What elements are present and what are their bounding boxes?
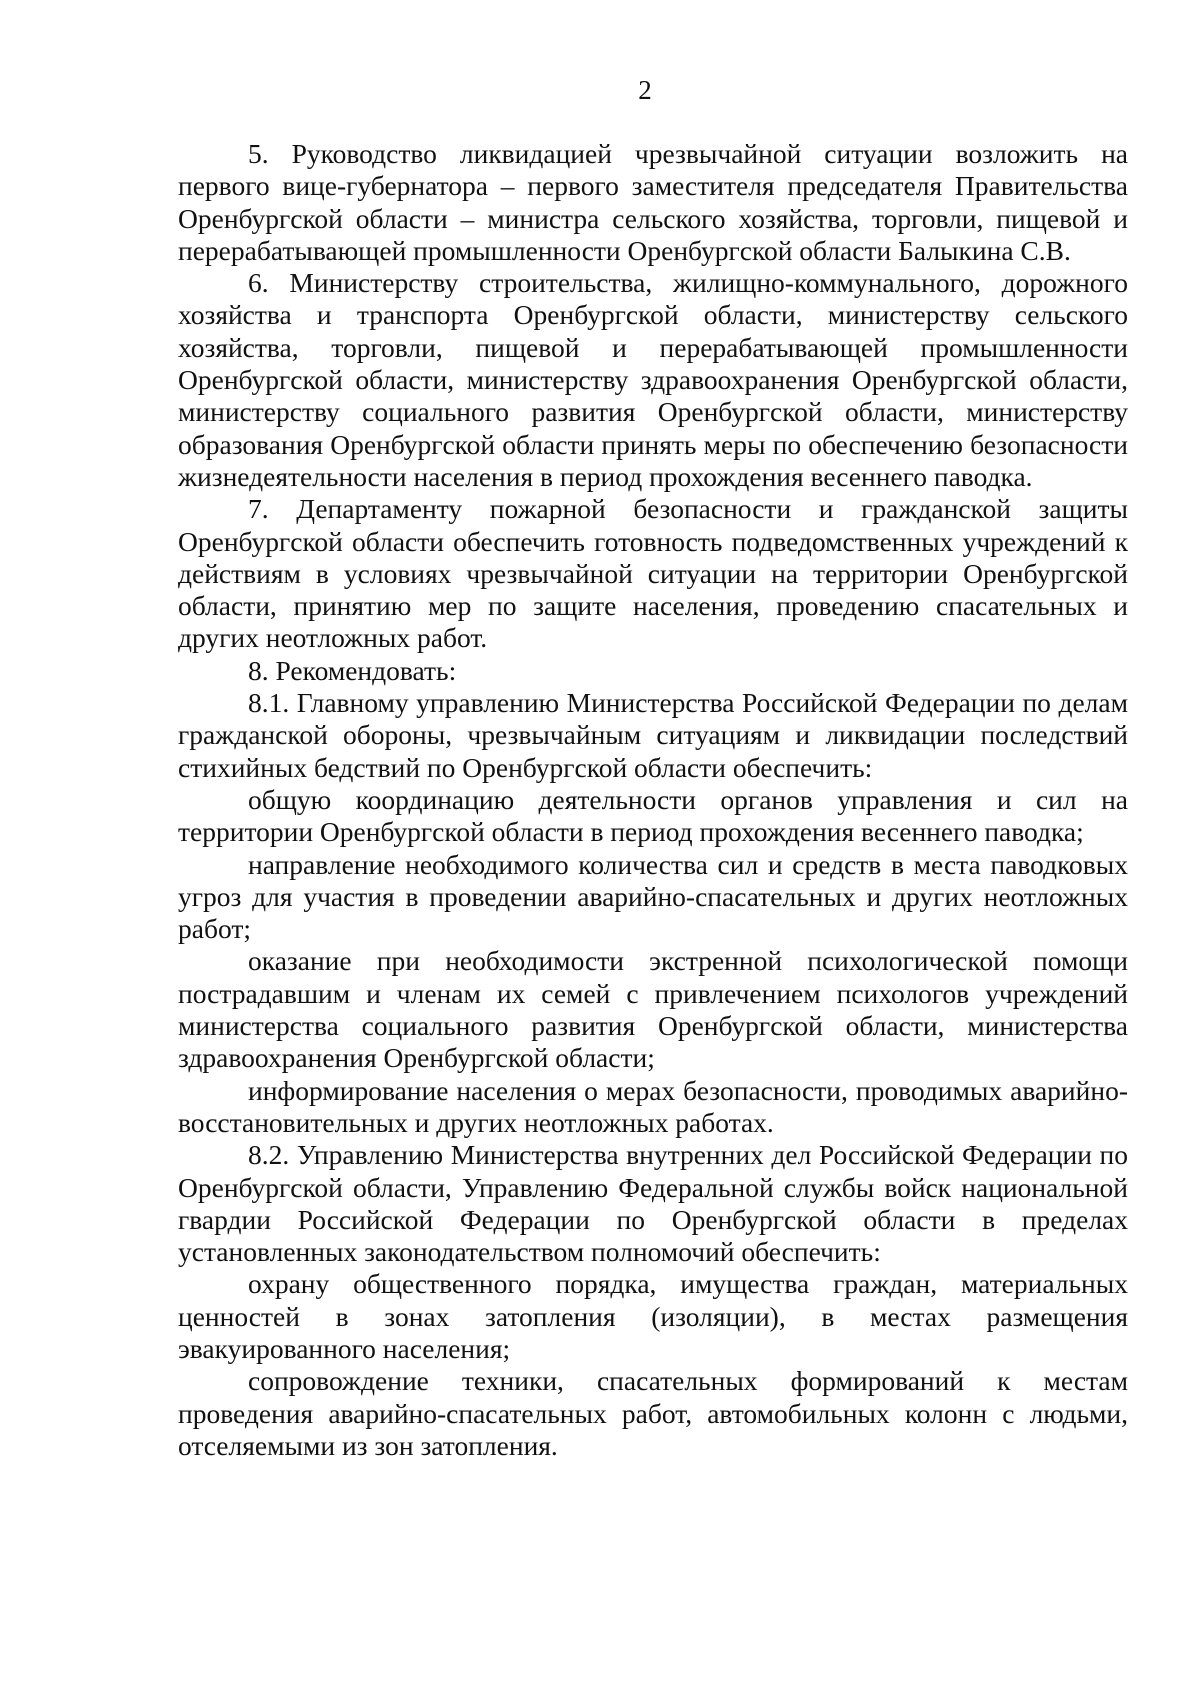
paragraph-8: 8. Рекомендовать: <box>248 654 457 686</box>
paragraph-8-2-escort: сопровождение техники, спасательных формирований к местам проведения аварийно-спасательных работ, автомобильных колонн с людьми, отселяемыми из зон затопления. <box>178 1365 1128 1461</box>
paragraph-8-1: 8.1. Главному управлению Министерства Российской Федерации по делам гражданской обороны, чрезвычайным ситуациям и ликвидации последствий стихийных бедствий по Оренбургской области обеспечить: <box>178 687 1128 783</box>
paragraph-8-1-psychological-help: оказание при необходимости экстренной психологической помощи пострадавшим и членам их семей с привлечением психологов учреждений министерства социального развития Оренбургской области, министерства здравоохранения Оренбургской области; <box>178 945 1128 1074</box>
paragraph-7: 7. Департаменту пожарной безопасности и гражданской защиты Оренбургской области обеспечить готовность подведомственных учреждений к действиям в условиях чрезвычайной ситуации на территории Оренбургской области, принятию мер по защите населения, проведению спасательных и других неотложных работ. <box>178 493 1128 654</box>
paragraph-8-1-coordination: общую координацию деятельности органов управления и сил на территории Оренбургской области в период прохождения весеннего паводка; <box>178 783 1128 848</box>
paragraph-8-2-public-order: охрану общественного порядка, имущества граждан, материальных ценностей в зонах затопления (изоляции), в местах размещения эвакуированного населения; <box>178 1268 1128 1364</box>
paragraph-6: 6. Министерству строительства, жилищно-коммунального, дорожного хозяйства и транспорта Оренбургской области, министерству сельского хозяйства, торговли, пищевой и перерабатывающей промышленности Оренбургской области, министерству здравоохранения Оренбургской области, министерству социального развития Оренбургской области, министерству образования Оренбургской области принять меры по обеспечению безопасности жизнедеятельности населения в период прохождения весеннего паводка. <box>178 267 1128 492</box>
page-number: 2 <box>638 75 652 105</box>
document-body <box>178 138 1128 1462</box>
paragraph-8-1-forces: направление необходимого количества сил и средств в места паводковых угроз для участия в проведении аварийно-спасательных и других неотложных работ; <box>178 848 1128 945</box>
paragraph-5: 5. Руководство ликвидацией чрезвычайной ситуации возложить на первого вице-губернатора – первого заместителя председателя Правительства Оренбургской области – министра сельского хозяйства, торговли, пищевой и перерабатывающей промышленности Оренбургской области Балыкина С.В. <box>178 138 1128 266</box>
paragraph-8-1-informing: информирование населения о мерах безопасности, проводимых аварийно-восстановительных и других неотложных работах. <box>178 1074 1128 1138</box>
paragraph-8-2: 8.2. Управлению Министерства внутренних дел Российской Федерации по Оренбургской области, Управлению Федеральной службы войск национальной гвардии Российской Федерации по Оренбургской области в пределах установленных законодательством полномочий обеспечить: <box>178 1139 1128 1268</box>
